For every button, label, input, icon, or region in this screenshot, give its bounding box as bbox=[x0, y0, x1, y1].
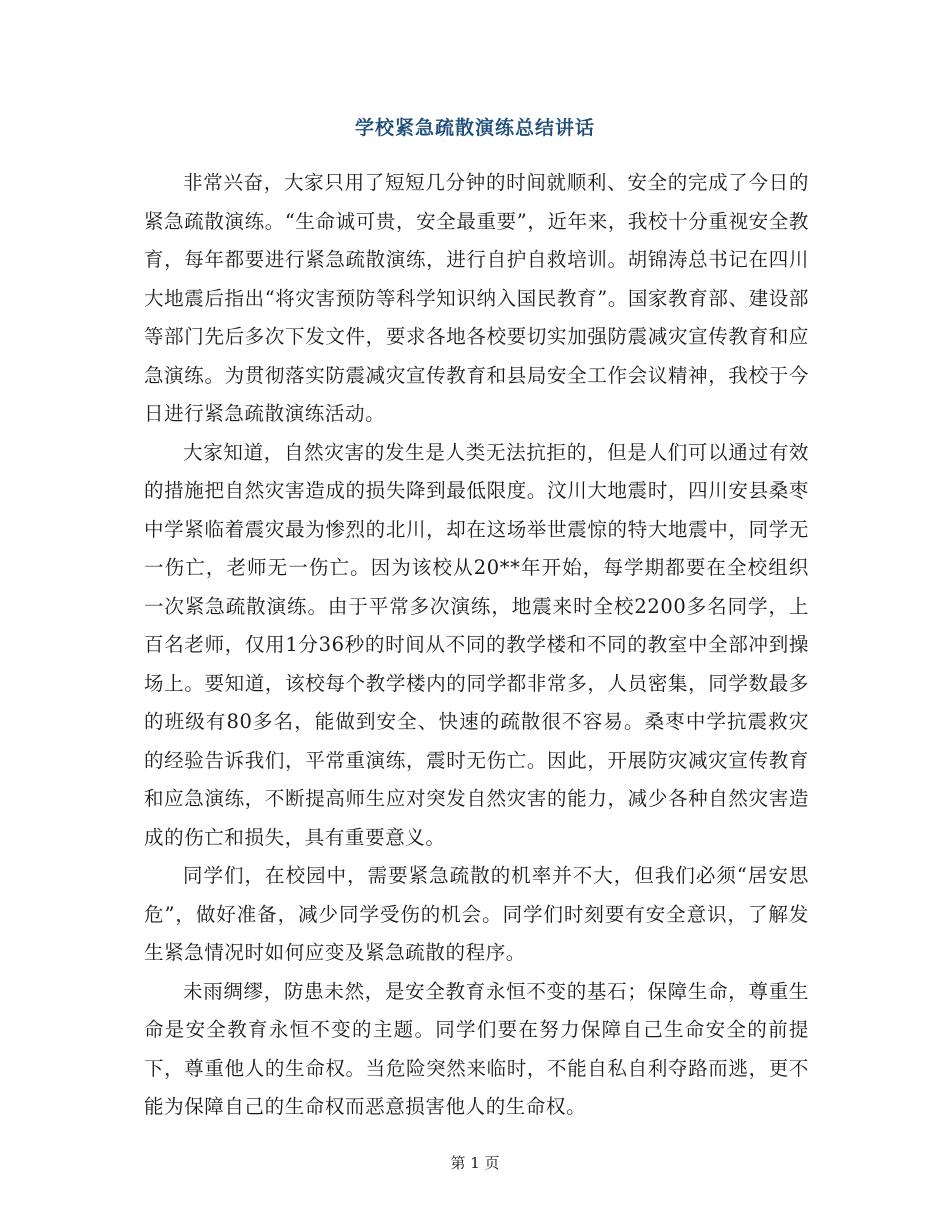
document-body bbox=[144, 164, 809, 1127]
paragraph: 同学们，在校园中，需要紧急疏散的机率并不大，但我们必须“居安思危”，做好准备，减少同学受伤的机会。同学们时刻要有安全意识，了解发生紧急情况时如何应变及紧急疏散的程序。 bbox=[144, 864, 809, 964]
document-title: 学校紧急疏散演练总结讲话 bbox=[354, 117, 595, 139]
paragraph: 未雨绸缪，防患未然，是安全教育永恒不变的基石；保障生命，尊重生命是安全教育永恒不变的主题。同学们要在努力保障自己生命安全的前提下，尊重他人的生命权。当危险突然来临时，不能自私自利夺路而逃，更不能为保障自己的生命权而恶意损害他人的生命权。 bbox=[144, 979, 809, 1118]
paragraph: 大家知道，自然灾害的发生是人类无法抗拒的，但是人们可以通过有效的措施把自然灾害造成的损失降到最低限度。汶川大地震时，四川安县桑枣中学紧临着震灾最为惨烈的北川，却在这场举世震惊的特大地震中，同学无一伤亡，老师无一伤亡。因为该校从20**年开始，每学期都要在全校组织一次紧急疏散演练。由于平常多次演练，地震来时全校2200多名同学，上百名老师，仅用1分36秒的时间从不同的教学楼和不同的教室中全部冲到操场上。要知道，该校每个教学楼内的同学都非常多，人员密集，同学数最多的班级有80多名，能做到安全、快速的疏散很不容易。桑枣中学抗震救灾的经验告诉我们，平常重演练，震时无伤亡。因此，开展防灾减灾宣传教育和应急演练，不断提高师生应对突发自然灾害的能力，减少各种自然灾害造成的伤亡和损失，具有重要意义。 bbox=[144, 440, 809, 849]
paragraph: 非常兴奋，大家只用了短短几分钟的时间就顺利、安全的完成了今日的紧急疏散演练。“生命诚可贵，安全最重要”，近年来，我校十分重视安全教育，每年都要进行紧急疏散演练，进行自护自救培训。胡锦涛总书记在四川大地震后指出“将灾害预防等科学知识纳入国民教育”。国家教育部、建设部等部门先后多次下发文件，要求各地各校要切实加强防震减灾宣传教育和应急演练。为贯彻落实防震减灾宣传教育和县局安全工作会议精神，我校于今日进行紧急疏散演练活动。 bbox=[144, 171, 809, 425]
page-number: 第 1 页 bbox=[450, 1154, 500, 1172]
